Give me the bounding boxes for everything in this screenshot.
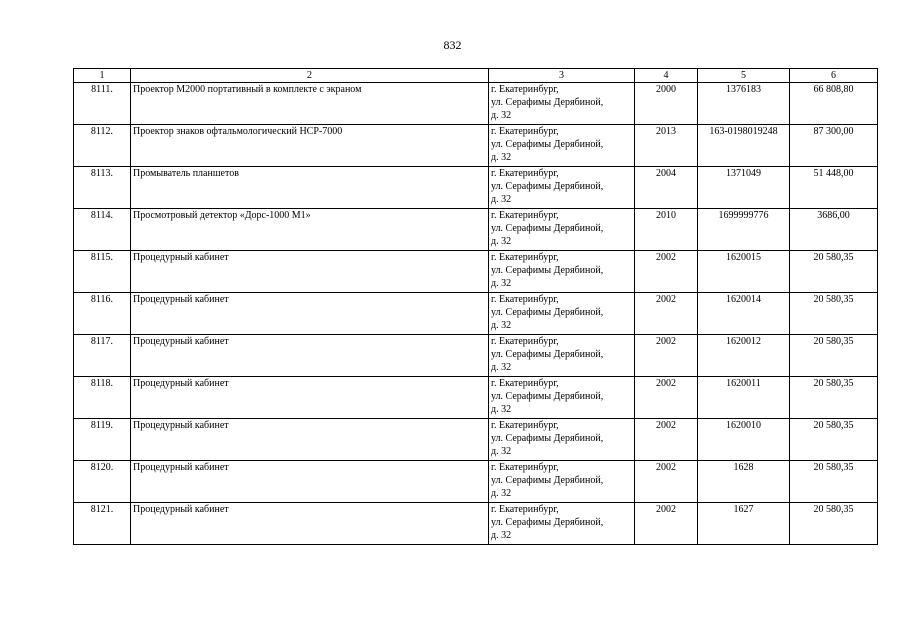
row-number-cell: 8121. [74,503,131,545]
address-line: г. Екатеринбург, [491,336,559,347]
row-number-cell: 8116. [74,293,131,335]
inventory-number-cell: 1620011 [698,377,790,419]
inventory-number-cell: 1376183 [698,83,790,125]
table-row [74,377,878,419]
address-cell [489,419,635,461]
year-cell: 2004 [635,167,698,209]
column-header-1: 1 [74,69,131,83]
address-cell [489,335,635,377]
address-line: д. 32 [491,278,512,289]
address-line: ул. Серафимы Дерябиной, [491,475,604,486]
address-line: д. 32 [491,530,512,541]
column-header-2: 2 [131,69,489,83]
year-cell: 2002 [635,251,698,293]
table-row [74,461,878,503]
address-line: г. Екатеринбург, [491,168,559,179]
address-line: г. Екатеринбург, [491,504,559,515]
item-name-cell: Просмотровый детектор «Дорс-1000 М1» [131,209,489,251]
year-cell: 2002 [635,461,698,503]
cost-cell: 3686,00 [790,209,878,251]
address-line: д. 32 [491,362,512,373]
cost-cell: 20 580,35 [790,419,878,461]
cost-cell: 66 808,80 [790,83,878,125]
address-line: ул. Серафимы Дерябиной, [491,517,604,528]
inventory-number-cell: 1620012 [698,335,790,377]
year-cell: 2002 [635,335,698,377]
item-name-cell: Процедурный кабинет [131,419,489,461]
item-name-cell: Проектор М2000 портативный в комплекте с экраном [131,83,489,125]
inventory-number-cell: 1628 [698,461,790,503]
year-cell: 2002 [635,419,698,461]
year-cell: 2002 [635,377,698,419]
address-cell [489,293,635,335]
item-name-cell: Процедурный кабинет [131,461,489,503]
address-line: ул. Серафимы Дерябиной, [491,223,604,234]
table-row [74,209,878,251]
column-header-5: 5 [698,69,790,83]
address-line: ул. Серафимы Дерябиной, [491,265,604,276]
cost-cell: 20 580,35 [790,293,878,335]
column-number-row [74,69,878,83]
address-line: ул. Серафимы Дерябиной, [491,349,604,360]
address-line: ул. Серафимы Дерябиной, [491,307,604,318]
inventory-number-cell: 1620010 [698,419,790,461]
item-name-cell: Процедурный кабинет [131,377,489,419]
table-row [74,503,878,545]
address-line: г. Екатеринбург, [491,420,559,431]
column-header-3: 3 [489,69,635,83]
address-line: ул. Серафимы Дерябиной, [491,433,604,444]
row-number-cell: 8119. [74,419,131,461]
address-line: г. Екатеринбург, [491,378,559,389]
address-line: г. Екатеринбург, [491,252,559,263]
cost-cell: 20 580,35 [790,503,878,545]
year-cell: 2000 [635,83,698,125]
table-row [74,293,878,335]
address-line: д. 32 [491,446,512,457]
address-line: ул. Серафимы Дерябиной, [491,97,604,108]
address-line: г. Екатеринбург, [491,126,559,137]
item-name-cell: Процедурный кабинет [131,503,489,545]
table-row [74,419,878,461]
address-line: ул. Серафимы Дерябиной, [491,181,604,192]
row-number-cell: 8111. [74,83,131,125]
item-name-cell: Промыватель планшетов [131,167,489,209]
item-name-cell: Процедурный кабинет [131,251,489,293]
address-line: г. Екатеринбург, [491,84,559,95]
address-line: д. 32 [491,320,512,331]
address-cell [489,377,635,419]
inventory-number-cell: 1699999776 [698,209,790,251]
address-cell [489,461,635,503]
table-row [74,125,878,167]
cost-cell: 51 448,00 [790,167,878,209]
table-row [74,167,878,209]
property-register-table [73,68,878,545]
address-line: д. 32 [491,194,512,205]
row-number-cell: 8115. [74,251,131,293]
cost-cell: 20 580,35 [790,251,878,293]
address-cell [489,503,635,545]
row-number-cell: 8118. [74,377,131,419]
address-cell [489,209,635,251]
column-header-6: 6 [790,69,878,83]
address-line: д. 32 [491,404,512,415]
cost-cell: 20 580,35 [790,335,878,377]
cost-cell: 20 580,35 [790,377,878,419]
year-cell: 2002 [635,503,698,545]
inventory-number-cell: 163-0198019248 [698,125,790,167]
address-cell [489,251,635,293]
row-number-cell: 8117. [74,335,131,377]
address-line: д. 32 [491,152,512,163]
address-line: г. Екатеринбург, [491,462,559,473]
row-number-cell: 8112. [74,125,131,167]
row-number-cell: 8114. [74,209,131,251]
row-number-cell: 8113. [74,167,131,209]
table-row [74,335,878,377]
address-line: ул. Серафимы Дерябиной, [491,139,604,150]
address-line: д. 32 [491,488,512,499]
address-line: г. Екатеринбург, [491,294,559,305]
address-cell [489,83,635,125]
item-name-cell: Процедурный кабинет [131,293,489,335]
table-row [74,251,878,293]
inventory-number-cell: 1627 [698,503,790,545]
address-line: г. Екатеринбург, [491,210,559,221]
year-cell: 2013 [635,125,698,167]
inventory-number-cell: 1371049 [698,167,790,209]
table-row [74,83,878,125]
address-cell [489,167,635,209]
page-number: 832 [443,38,462,52]
year-cell: 2010 [635,209,698,251]
address-line: д. 32 [491,110,512,121]
item-name-cell: Проектор знаков офтальмологический НСР-7000 [131,125,489,167]
year-cell: 2002 [635,293,698,335]
address-line: ул. Серафимы Дерябиной, [491,391,604,402]
inventory-number-cell: 1620014 [698,293,790,335]
cost-cell: 87 300,00 [790,125,878,167]
inventory-number-cell: 1620015 [698,251,790,293]
item-name-cell: Процедурный кабинет [131,335,489,377]
address-cell [489,125,635,167]
row-number-cell: 8120. [74,461,131,503]
column-header-4: 4 [635,69,698,83]
address-line: д. 32 [491,236,512,247]
cost-cell: 20 580,35 [790,461,878,503]
